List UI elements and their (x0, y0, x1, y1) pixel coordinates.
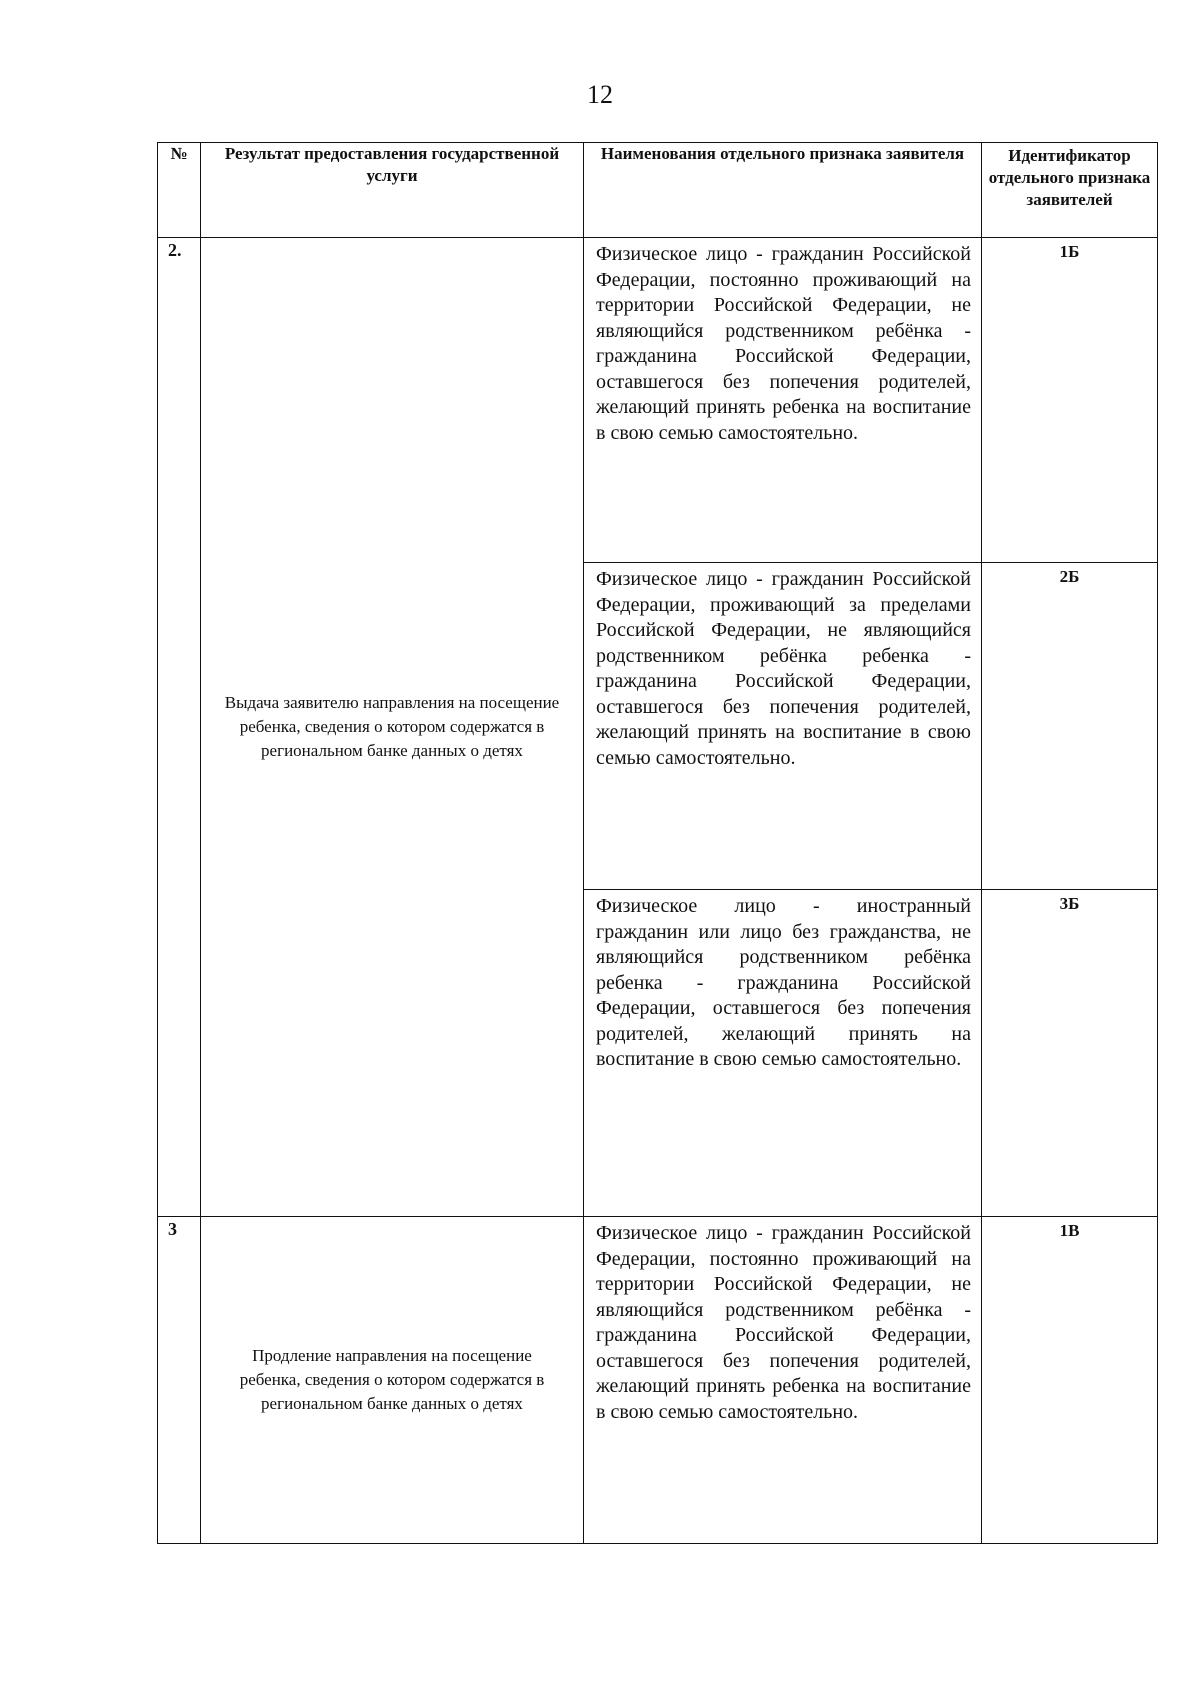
table-row (158, 238, 1158, 563)
applicant-sign-cell (584, 563, 982, 890)
sign-identifier: 3Б (982, 890, 1158, 1217)
service-result: Выдача заявителю направления на посещение ребенка, сведения о котором содержатся в региональном банке данных о детях (201, 238, 584, 1217)
applicant-sign-cell (584, 1217, 982, 1544)
sign-identifier: 1Б (982, 238, 1158, 563)
table-row (158, 1217, 1158, 1544)
applicant-sign-cell (584, 238, 982, 563)
header-number: № (158, 143, 201, 238)
table-header-row (158, 143, 1158, 238)
applicant-signs-table (157, 142, 1158, 1544)
row-number: 3 (158, 1217, 201, 1544)
row-number: 2. (158, 238, 201, 1217)
applicant-sign-text: Физическое лицо - гражданин Российской Федерации, проживающий за пределами Российской Федерации, не являющийся родственником ребёнка ребенка - гражданина Российской Федерации, оставшегося без попечения родителей, желающий принять на воспитание в свою семью самостоятельно. (596, 568, 971, 769)
header-result: Результат предоставления государственной услуги (201, 143, 584, 238)
sign-identifier: 1В (982, 1217, 1158, 1544)
sign-identifier: 2Б (982, 563, 1158, 890)
page-number: 12 (587, 80, 613, 109)
header-identifier: Идентификатор отдельного признака заявителей (982, 143, 1158, 238)
applicant-sign-text: Физическое лицо - гражданин Российской Федерации, постоянно проживающий на территории Российской Федерации, не являющийся родственником ребёнка - гражданина Российской Федерации, оставшегося без попечения родителей, желающий принять ребенка на воспитание в свою семью самостоятельно. (596, 243, 971, 444)
header-sign: Наименования отдельного признака заявителя (584, 143, 982, 238)
applicant-sign-cell (584, 890, 982, 1217)
service-result: Продление направления на посещение ребенка, сведения о котором содержатся в региональном банке данных о детях (201, 1217, 584, 1544)
applicant-sign-text: Физическое лицо - иностранный гражданин или лицо без гражданства, не являющийся родственником ребёнка ребенка - гражданина Российской Федерации, оставшегося без попечения родителей, желающий принять на воспитание в свою семью самостоятельно. (596, 895, 971, 1070)
applicant-sign-text: Физическое лицо - гражданин Российской Федерации, постоянно проживающий на территории Российской Федерации, не являющийся родственником ребёнка - гражданина Российской Федерации, оставшегося без попечения родителей, желающий принять ребенка на воспитание в свою семью самостоятельно. (596, 1222, 971, 1423)
